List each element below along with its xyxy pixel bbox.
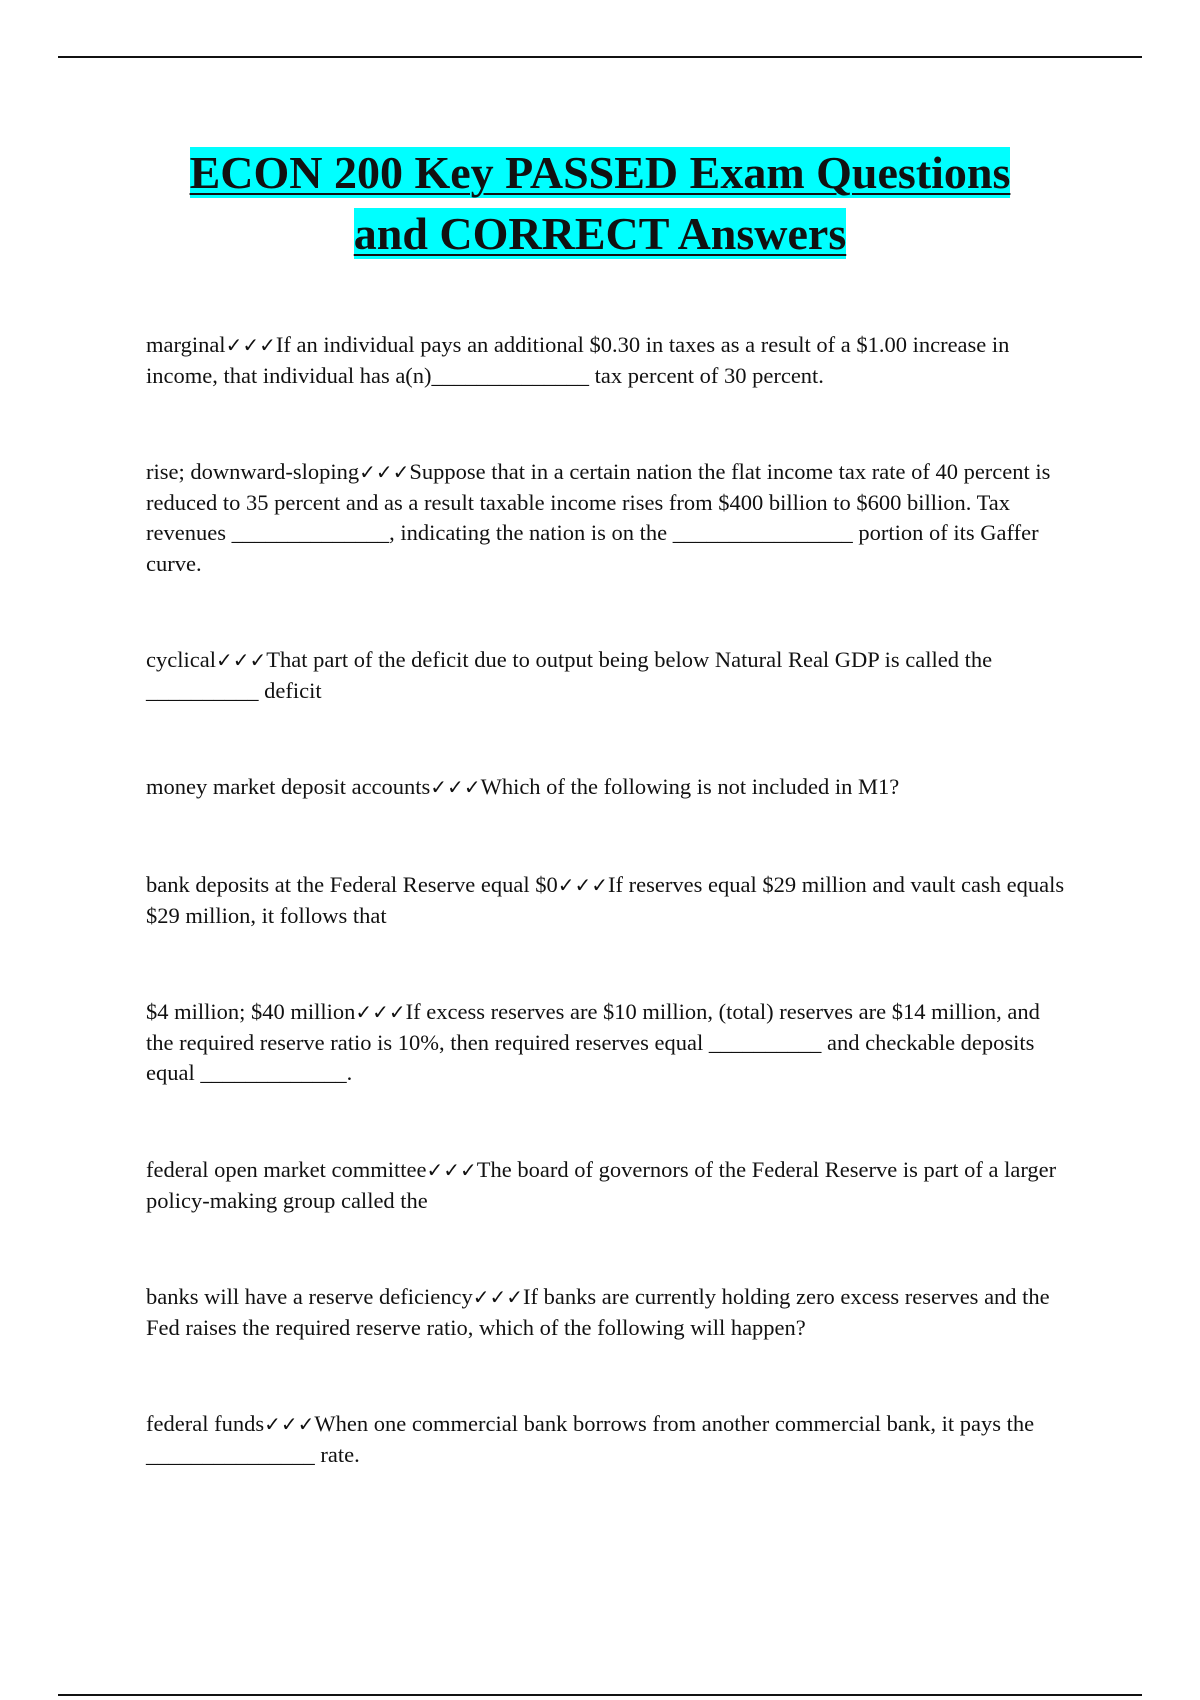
- question-text: If excess reserves are $10 million, (total) reserves are $14 million, and the required reserve ratio is 10%, then required reserves equal __________ and checkable deposits equal _____________.: [146, 999, 1040, 1085]
- check-mark-icon: ✓✓✓: [426, 1158, 477, 1182]
- question-text: If reserves equal $29 million and vault cash equals $29 million, it follows that: [146, 872, 1065, 928]
- question-text: Suppose that in a certain nation the flat income tax rate of 40 percent is reduced to 35 percent and as a result taxable income rises from $400 billion to $600 billion. Tax revenues ______________, indicating the nation is on the ________________ portion of its Gaffer curve.: [146, 459, 1051, 576]
- check-mark-icon: ✓✓✓: [215, 648, 267, 672]
- qa-item-1: [146, 330, 1066, 391]
- answer-text: bank deposits at the Federal Reserve equal $0: [146, 872, 558, 897]
- bottom-rule: [58, 1694, 1142, 1696]
- answer-text: banks will have a reserve deficiency: [146, 1284, 473, 1309]
- answer-text: $4 million; $40 million: [146, 999, 356, 1024]
- title-line-1: ECON 200 Key PASSED Exam Questions: [189, 147, 1011, 198]
- question-text: That part of the deficit due to output being below Natural Real GDP is called the __________ deficit: [146, 647, 993, 703]
- answer-text: marginal: [146, 332, 226, 357]
- qa-item-7: [146, 1155, 1066, 1216]
- question-text: Which of the following is not included in M1?: [480, 774, 900, 799]
- document-title: [0, 142, 1200, 264]
- question-text: If banks are currently holding zero excess reserves and the Fed raises the required reserve ratio, which of the following will happen?: [146, 1284, 1050, 1340]
- check-mark-icon: ✓✓✓: [359, 460, 410, 484]
- qa-item-9: [146, 1409, 1066, 1470]
- qa-item-2: [146, 457, 1066, 579]
- qa-item-5: [146, 870, 1066, 931]
- check-mark-icon: ✓✓✓: [355, 1000, 406, 1024]
- question-text: The board of governors of the Federal Reserve is part of a larger policy-making group called the: [146, 1157, 1057, 1213]
- qa-item-8: [146, 1282, 1066, 1343]
- top-rule: [58, 56, 1142, 58]
- question-text: When one commercial bank borrows from another commercial bank, it pays the _______________ rate.: [146, 1411, 1035, 1467]
- check-mark-icon: ✓✓✓: [430, 775, 481, 799]
- qa-item-6: [146, 997, 1066, 1089]
- qa-item-3: [146, 645, 1066, 706]
- check-mark-icon: ✓✓✓: [264, 1412, 315, 1436]
- answer-text: money market deposit accounts: [146, 774, 431, 799]
- qa-item-4: [146, 772, 1066, 803]
- answer-text: federal open market committee: [146, 1157, 427, 1182]
- question-text: If an individual pays an additional $0.30 in taxes as a result of a $1.00 increase in income, that individual has a(n)______________ tax percent of 30 percent.: [146, 332, 1010, 388]
- check-mark-icon: ✓✓✓: [225, 333, 276, 357]
- check-mark-icon: ✓✓✓: [557, 873, 609, 897]
- title-line-2: and CORRECT Answers: [353, 208, 847, 259]
- answer-text: federal funds: [146, 1411, 265, 1436]
- check-mark-icon: ✓✓✓: [472, 1285, 524, 1309]
- answer-text: rise; downward-sloping: [146, 459, 360, 484]
- answer-text: cyclical: [146, 647, 216, 672]
